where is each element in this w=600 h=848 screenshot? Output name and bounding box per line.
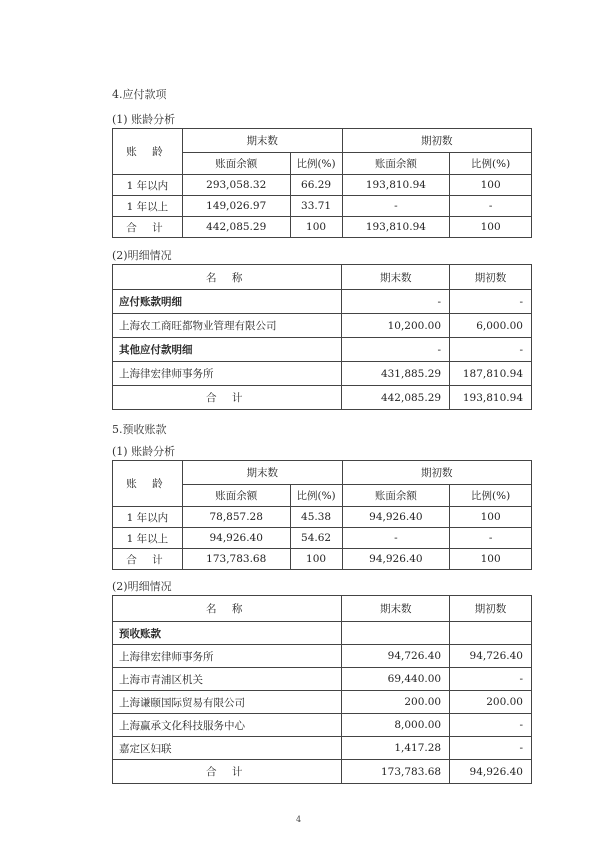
end-ratio: 54.62: [290, 528, 342, 549]
begin-ratio: -: [450, 528, 532, 549]
end-balance: 293,058.32: [182, 175, 290, 196]
total-row: [113, 549, 532, 570]
begin-value: 94,926.40: [450, 760, 532, 784]
row-name: 合 计: [113, 386, 342, 410]
begin-ratio-header: 比例(%): [450, 153, 532, 175]
begin-header: 期初数: [450, 596, 532, 622]
section-5-aging-table: [112, 460, 532, 570]
total-row: [113, 760, 532, 784]
begin-header: 期初数: [342, 461, 531, 485]
section-4-detail-subtitle: (2)明细情况: [112, 249, 172, 262]
begin-value: [450, 622, 532, 645]
end-ratio: 100: [290, 549, 342, 570]
section-5-title: 5.预收账款: [112, 423, 167, 436]
begin-ratio: 100: [450, 549, 532, 570]
table-row: [113, 196, 532, 217]
end-header: 期末数: [182, 129, 342, 153]
begin-value: -: [450, 338, 532, 362]
section-5-detail-subtitle: (2)明细情况: [112, 580, 172, 593]
end-value: 10,200.00: [342, 314, 450, 338]
end-balance: 94,926.40: [182, 528, 290, 549]
table-row: [113, 714, 532, 737]
row-name: 应付账款明细: [113, 290, 342, 314]
end-balance: 78,857.28: [182, 507, 290, 528]
begin-balance-header: 账面余额: [342, 485, 450, 507]
row-name: 预收账款: [113, 622, 342, 645]
begin-balance: 193,810.94: [342, 175, 450, 196]
row-name: 其他应付款明细: [113, 338, 342, 362]
table-row: [113, 691, 532, 714]
begin-value: -: [450, 668, 532, 691]
table-row: [113, 338, 532, 362]
begin-header: 期初数: [342, 129, 531, 153]
page-number: 4: [296, 815, 302, 824]
table-row: [113, 507, 532, 528]
end-value: -: [342, 290, 450, 314]
table-row: [113, 528, 532, 549]
section-4-detail-table: [112, 264, 532, 410]
row-name: 上海农工商旺都物业管理有限公司: [113, 314, 342, 338]
table-row: [113, 362, 532, 386]
begin-ratio: 100: [450, 175, 532, 196]
end-value: 8,000.00: [342, 714, 450, 737]
table-row: [113, 622, 532, 645]
section-4-aging-table: [112, 128, 532, 238]
begin-ratio: -: [450, 196, 532, 217]
begin-value: 193,810.94: [450, 386, 532, 410]
begin-value: -: [450, 737, 532, 760]
begin-value: 200.00: [450, 691, 532, 714]
end-header: 期末数: [342, 596, 450, 622]
table-row: [113, 737, 532, 760]
begin-balance: -: [342, 528, 450, 549]
total-row: [113, 217, 532, 238]
end-value: 431,885.29: [342, 362, 450, 386]
end-ratio-header: 比例(%): [290, 485, 342, 507]
end-balance-header: 账面余额: [182, 153, 290, 175]
begin-balance: 94,926.40: [342, 507, 450, 528]
row-label: 1 年以内: [113, 175, 183, 196]
total-row: [113, 386, 532, 410]
end-ratio-header: 比例(%): [290, 153, 342, 175]
end-balance: 173,783.68: [182, 549, 290, 570]
end-ratio: 66.29: [290, 175, 342, 196]
begin-balance: -: [342, 196, 450, 217]
end-value: 173,783.68: [342, 760, 450, 784]
row-label: 合 计: [113, 549, 183, 570]
begin-ratio: 100: [450, 217, 532, 238]
begin-balance: 94,926.40: [342, 549, 450, 570]
end-value: [342, 622, 450, 645]
begin-ratio-header: 比例(%): [450, 485, 532, 507]
row-label: 1 年以内: [113, 507, 183, 528]
name-header: 名 称: [113, 596, 342, 622]
end-value: 442,085.29: [342, 386, 450, 410]
row-name: 上海律宏律师事务所: [113, 645, 342, 668]
table-row: [113, 314, 532, 338]
table-row: [113, 290, 532, 314]
end-value: 200.00: [342, 691, 450, 714]
name-header: 名 称: [113, 265, 342, 290]
begin-value: -: [450, 714, 532, 737]
row-name: 上海市青浦区机关: [113, 668, 342, 691]
begin-header: 期初数: [450, 265, 532, 290]
end-value: -: [342, 338, 450, 362]
end-value: 69,440.00: [342, 668, 450, 691]
end-balance: 442,085.29: [182, 217, 290, 238]
end-ratio: 33.71: [290, 196, 342, 217]
section-5-detail-table: [112, 595, 532, 784]
row-label: 1 年以上: [113, 528, 183, 549]
section-5-aging-subtitle: (1) 账龄分析: [112, 445, 176, 458]
aging-header: 账 龄: [113, 129, 183, 175]
end-ratio: 45.38: [290, 507, 342, 528]
table-row: [113, 645, 532, 668]
table-row: [113, 175, 532, 196]
row-name: 上海赢承文化科技服务中心: [113, 714, 342, 737]
end-header: 期末数: [182, 461, 342, 485]
begin-value: -: [450, 290, 532, 314]
begin-value: 187,810.94: [450, 362, 532, 386]
aging-header: 账 龄: [113, 461, 183, 507]
begin-balance-header: 账面余额: [342, 153, 450, 175]
begin-balance: 193,810.94: [342, 217, 450, 238]
begin-ratio: 100: [450, 507, 532, 528]
end-balance: 149,026.97: [182, 196, 290, 217]
begin-value: 6,000.00: [450, 314, 532, 338]
end-balance-header: 账面余额: [182, 485, 290, 507]
row-label: 合 计: [113, 217, 183, 238]
end-value: 94,726.40: [342, 645, 450, 668]
section-4-aging-subtitle: (1) 账龄分析: [112, 113, 176, 126]
row-name: 上海律宏律师事务所: [113, 362, 342, 386]
end-ratio: 100: [290, 217, 342, 238]
table-row: [113, 668, 532, 691]
row-name: 嘉定区妇联: [113, 737, 342, 760]
end-header: 期末数: [342, 265, 450, 290]
end-value: 1,417.28: [342, 737, 450, 760]
row-label: 1 年以上: [113, 196, 183, 217]
section-4-title: 4.应付款项: [112, 88, 167, 101]
row-name: 上海谦颐国际贸易有限公司: [113, 691, 342, 714]
row-name: 合 计: [113, 760, 342, 784]
begin-value: 94,726.40: [450, 645, 532, 668]
